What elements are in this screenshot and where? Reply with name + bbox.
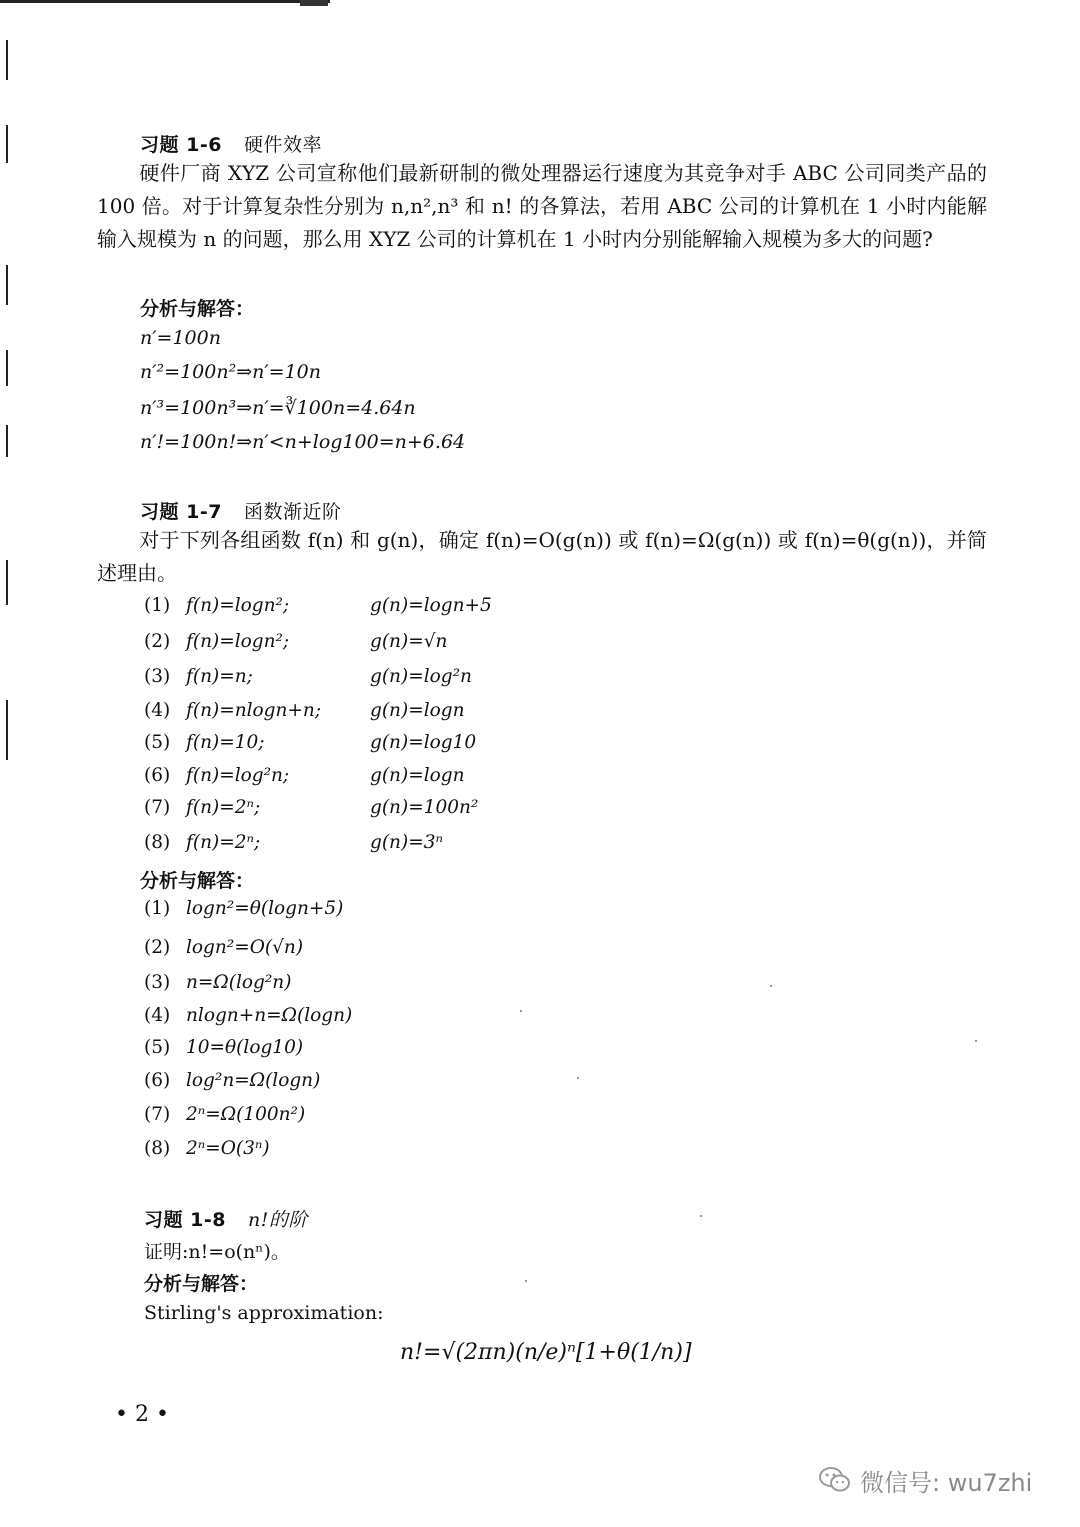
problem-name: 函数渐近阶: [243, 501, 342, 523]
answer-number: (2): [144, 937, 171, 958]
pair-f: f(n)=2ⁿ;: [186, 832, 261, 853]
scan-edge-mark: [6, 350, 8, 386]
answer-number: (7): [144, 1104, 171, 1125]
pair-number: (2): [144, 631, 171, 652]
pair-g: g(n)=100n²: [370, 797, 479, 818]
scan-speck: [520, 1010, 522, 1012]
pair-number: (1): [144, 595, 171, 616]
function-pair-row: [144, 700, 465, 721]
pair-f: f(n)=2ⁿ;: [186, 797, 261, 818]
answer-expression: n=Ω(log²n): [186, 972, 292, 993]
pair-f: f(n)=nlogn+n;: [186, 700, 322, 721]
pair-number: (7): [144, 797, 171, 818]
problem-1-7-body: [97, 524, 987, 590]
scan-speck: [975, 1040, 977, 1042]
scan-edge-mark: [6, 125, 8, 163]
pair-f: f(n)=logn²;: [186, 595, 290, 616]
function-pair-row: [144, 631, 447, 652]
answer-expression: 2ⁿ=Ω(100n²): [186, 1104, 306, 1125]
analysis-label: 分析与解答：: [144, 1273, 259, 1295]
scan-speck: [770, 985, 772, 987]
answer-number: (6): [144, 1070, 171, 1091]
wechat-watermark: [818, 1460, 1032, 1500]
answer-expression: log²n=Ω(logn): [186, 1070, 321, 1091]
answer-row: [144, 1037, 303, 1058]
problem-name: n!的阶: [247, 1209, 308, 1231]
answer-row: [144, 1070, 320, 1091]
answer-expression: nlogn+n=Ω(logn): [186, 1005, 353, 1026]
function-pair-row: [144, 765, 465, 786]
problem-name: 硬件效率: [243, 134, 322, 156]
function-pair-row: [144, 666, 472, 687]
analysis-label: 分析与解答：: [140, 298, 255, 320]
formula-line: n′!=100n!⇒n′<n+log100=n+6.64: [140, 431, 466, 453]
pair-number: (5): [144, 732, 171, 753]
pair-f: f(n)=log²n;: [186, 765, 290, 786]
answer-number: (8): [144, 1138, 171, 1159]
problem-number: 习题 1-7: [140, 501, 222, 523]
scan-edge-mark: [6, 425, 8, 457]
answer-row: [144, 937, 303, 958]
function-pair-row: [144, 832, 443, 853]
scan-speck: [577, 1077, 579, 1079]
pair-g: g(n)=log10: [370, 732, 477, 753]
answer-expression: 2ⁿ=O(3ⁿ): [186, 1138, 270, 1159]
problem-1-6-title: [140, 130, 322, 157]
pair-f: f(n)=n;: [186, 666, 253, 687]
answer-row: [144, 1104, 305, 1125]
scan-edge-mark: [300, 0, 328, 6]
answer-expression: logn²=O(√n): [186, 937, 304, 958]
problem-number: 习题 1-6: [140, 134, 222, 156]
answer-row: [144, 972, 291, 993]
answer-number: (4): [144, 1005, 171, 1026]
pair-f: f(n)=10;: [186, 732, 265, 753]
answer-number: (3): [144, 972, 171, 993]
scan-edge-mark: [6, 40, 8, 80]
answer-number: (1): [144, 898, 171, 919]
pair-number: (3): [144, 666, 171, 687]
pair-number: (8): [144, 832, 171, 853]
problem-number: 习题 1-8: [144, 1209, 226, 1231]
prove-statement: 证明:n!=o(nⁿ)。: [144, 1241, 290, 1263]
answer-row: [144, 898, 343, 919]
pair-g: g(n)=logn+5: [370, 595, 492, 616]
answer-expression: 10=θ(log10): [186, 1037, 304, 1058]
formula-line: n′=100n: [140, 327, 221, 349]
problem-1-8-title: [144, 1205, 308, 1232]
stirling-label: Stirling's approximation:: [144, 1302, 384, 1324]
stirling-formula: n!=√(2πn)(n/e)ⁿ[1+θ(1/n)]: [400, 1340, 692, 1365]
scan-speck: [525, 1280, 527, 1282]
function-pair-row: [144, 595, 492, 616]
problem-1-6-text: 硬件厂商 XYZ 公司宣称他们最新研制的微处理器运行速度为其竞争对手 ABC 公司同类产品的 100 倍。对于计算复杂性分别为 n,n²,n³ 和 n! 的各算法，若用 ABC 公司的计算机在 1 小时内能解输入规模为 n 的问题，那么用 XYZ 公司的计算机在 1 小时内分别能解输入规模为多大的问题?: [97, 161, 987, 251]
pair-g: g(n)=logn: [370, 765, 465, 786]
formula-line: n′²=100n²⇒n′=10n: [140, 361, 322, 383]
scan-edge-mark: [6, 700, 8, 760]
pair-number: (4): [144, 700, 171, 721]
scan-edge-line: [0, 0, 330, 3]
answer-number: (5): [144, 1037, 171, 1058]
pair-f: f(n)=logn²;: [186, 631, 290, 652]
pair-g: g(n)=3ⁿ: [370, 832, 443, 853]
pair-number: (6): [144, 765, 171, 786]
problem-1-7-title: [140, 497, 341, 524]
scan-edge-mark: [6, 265, 8, 305]
pair-g: g(n)=log²n: [370, 666, 472, 687]
analysis-label: 分析与解答：: [140, 870, 255, 892]
wechat-icon: [818, 1465, 852, 1495]
answer-row: [144, 1005, 352, 1026]
problem-1-6-body: [97, 157, 987, 256]
function-pair-row: [144, 732, 476, 753]
pair-g: g(n)=√n: [370, 631, 448, 652]
pair-g: g(n)=logn: [370, 700, 465, 721]
answer-expression: logn²=θ(logn+5): [186, 898, 344, 919]
scan-edge-mark: [6, 560, 8, 605]
watermark-text: 微信号: wu7zhi: [860, 1468, 1033, 1497]
scan-speck: [700, 1215, 702, 1217]
problem-1-7-text: 对于下列各组函数 f(n) 和 g(n)，确定 f(n)=O(g(n)) 或 f(n)=Ω(g(n)) 或 f(n)=θ(g(n))，并简述理由。: [97, 528, 987, 585]
page-number: • 2 •: [115, 1402, 169, 1427]
formula-line: n′³=100n³⇒n′=∛100n=4.64n: [140, 397, 416, 419]
function-pair-row: [144, 797, 478, 818]
answer-row: [144, 1138, 270, 1159]
